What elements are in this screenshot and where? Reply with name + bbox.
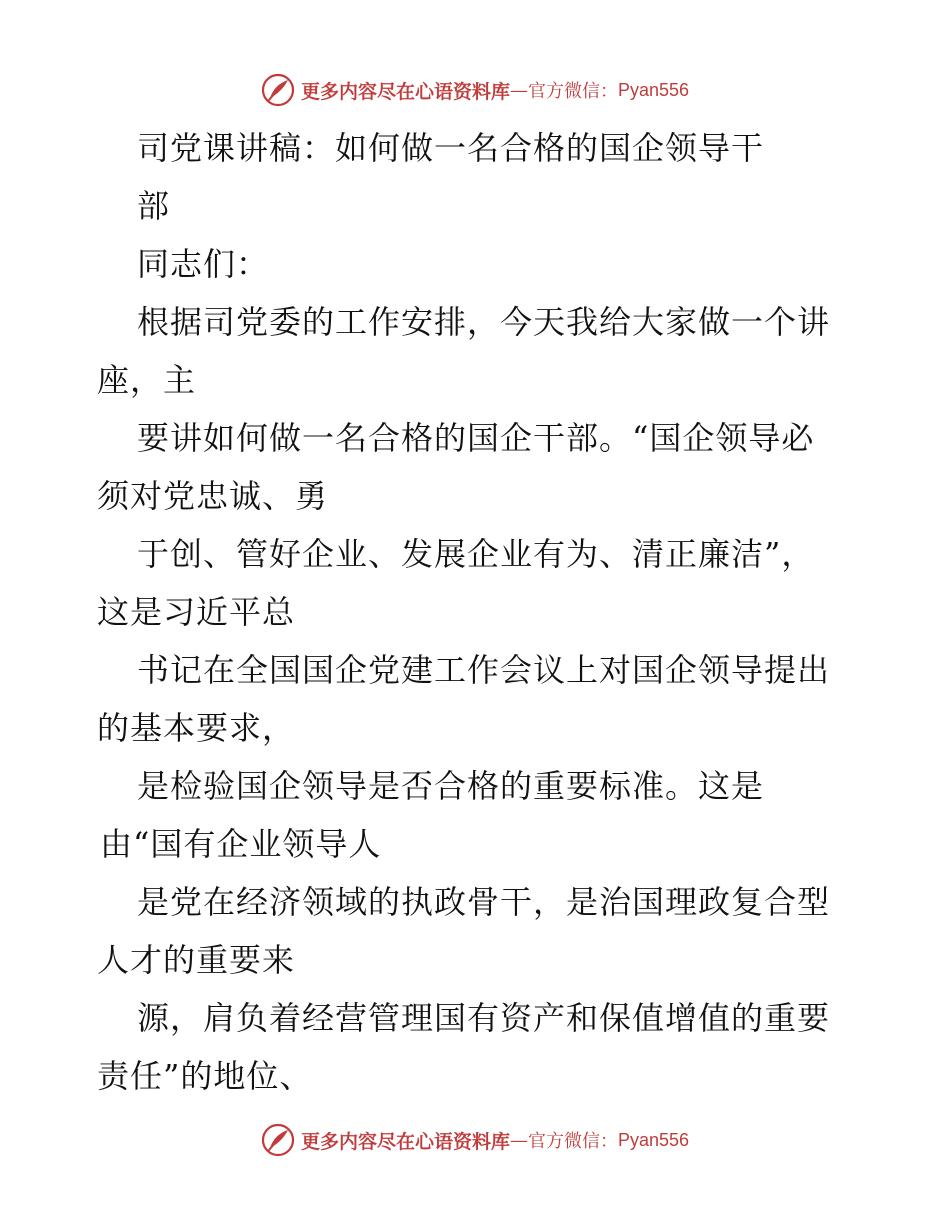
paragraph-line: 是检验国企领导是否合格的重要标准。这是	[137, 767, 765, 805]
paragraph-line: 责任”的地位、	[97, 1057, 313, 1095]
watermark-separator: —	[509, 79, 528, 101]
paragraph-line: 书记在全国国企党建工作会议上对国企领导提出	[137, 651, 831, 689]
paragraph-line: 须对党忠诚、勇	[97, 477, 329, 515]
watermark-brand-text: 更多内容尽在心语资料库	[300, 80, 510, 103]
watermark-contact-label: 官方微信：	[527, 81, 618, 102]
paragraph-line: 源，肩负着经营管理国有资产和保值增值的重要	[137, 999, 831, 1037]
feather-pen-logo-icon	[261, 1123, 295, 1157]
salutation: 同志们：	[137, 245, 270, 283]
paragraph-line: 这是习近平总	[97, 593, 296, 631]
paragraph-line: 根据司党委的工作安排，今天我给大家做一个讲	[137, 303, 831, 341]
watermark-contact-id: Pyan556	[617, 79, 690, 100]
document-title-line-1: 司党课讲稿：如何做一名合格的国企领导干	[137, 129, 765, 167]
feather-pen-logo-icon	[261, 73, 295, 107]
watermark-separator: —	[509, 1129, 528, 1151]
watermark-contact-id: Pyan556	[617, 1129, 690, 1150]
paragraph-line: 人才的重要来	[97, 941, 296, 979]
watermark-contact-label: 官方微信：	[527, 1131, 618, 1152]
watermark-brand-text: 更多内容尽在心语资料库	[300, 1130, 510, 1153]
footer-watermark	[0, 1122, 950, 1158]
paragraph-line: 座，主	[97, 361, 197, 399]
paragraph-line: 是党在经济领域的执政骨干，是治国理政复合型	[137, 883, 831, 921]
paragraph-line: 由“国有企业领导人	[100, 825, 382, 863]
paragraph-line: 要讲如何做一名合格的国企干部。“国企领导必	[137, 419, 815, 457]
document-title-line-2: 部	[137, 187, 171, 225]
paragraph-line: 于创、管好企业、发展企业有为、清正廉洁”，	[137, 535, 815, 573]
paragraph-line: 的基本要求，	[97, 709, 296, 747]
header-watermark	[0, 72, 950, 108]
